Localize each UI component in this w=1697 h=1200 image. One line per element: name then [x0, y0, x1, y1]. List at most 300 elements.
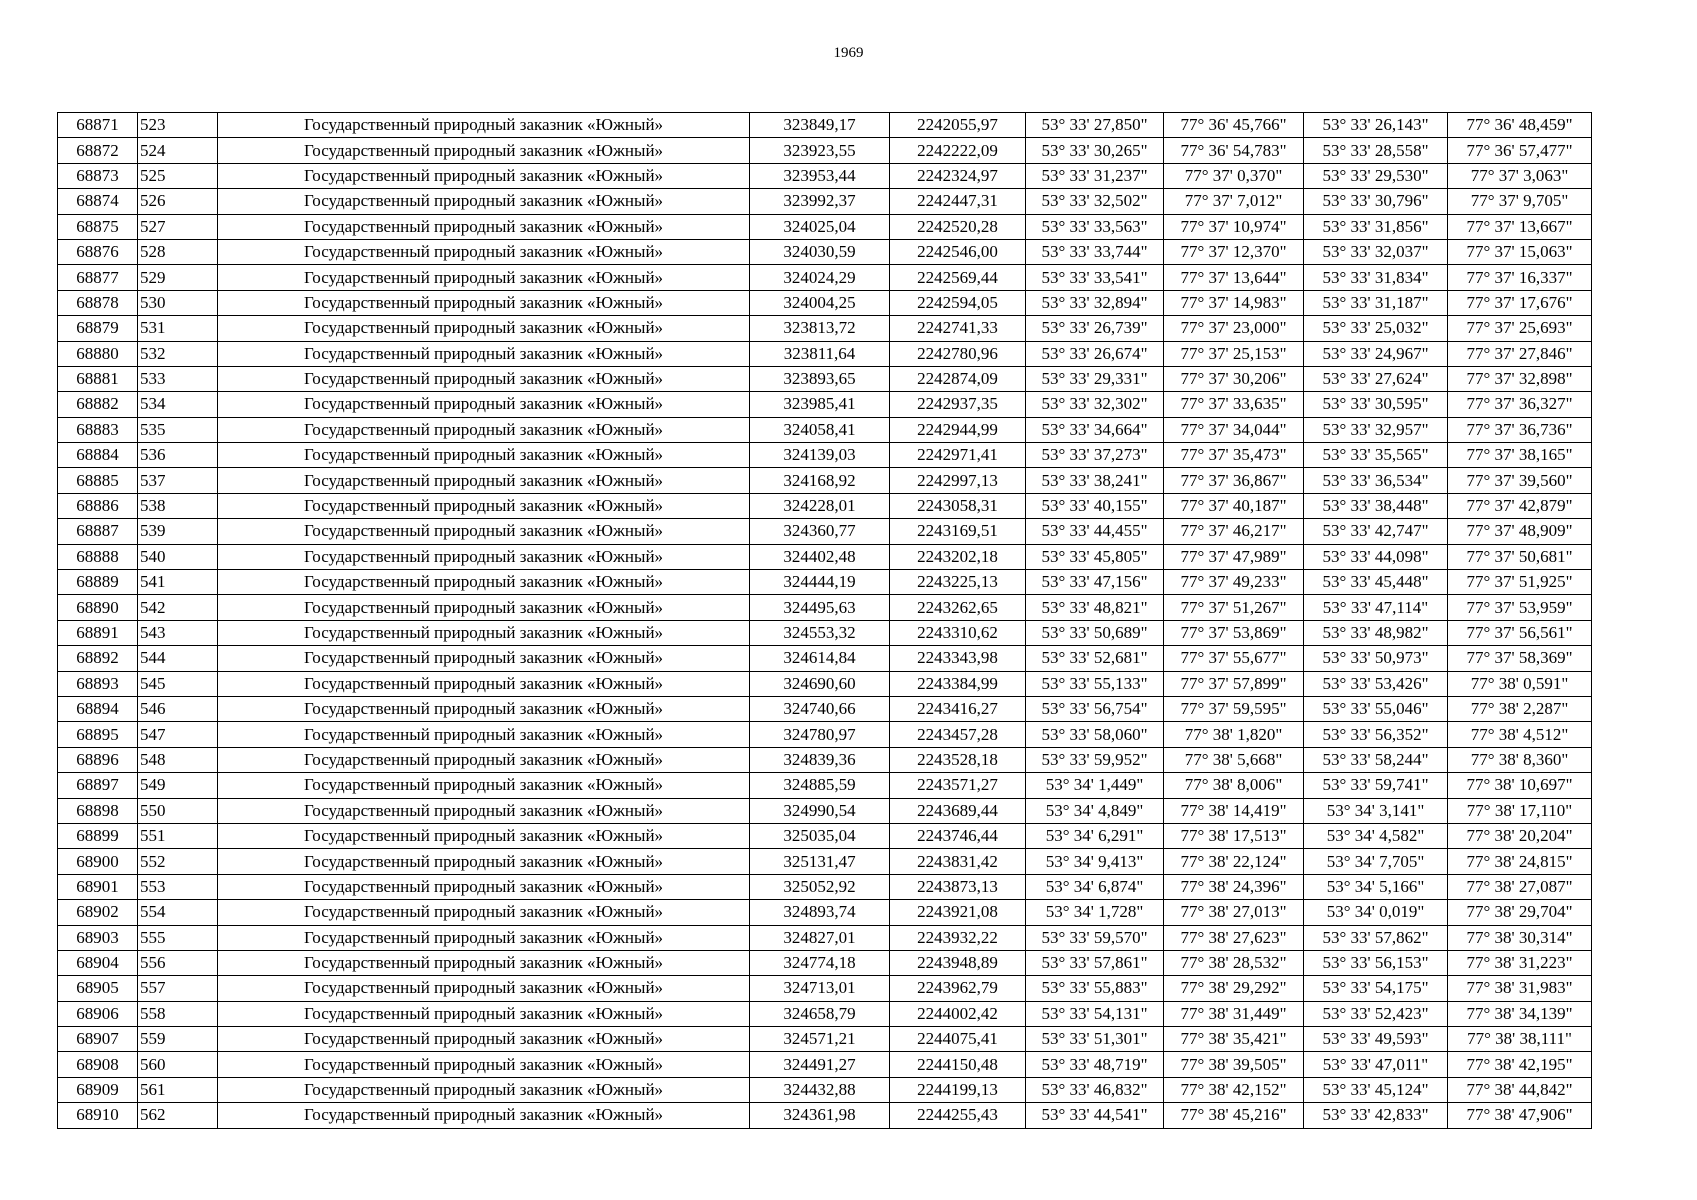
latitude-1-cell: 53° 33' 32,502"	[1026, 189, 1164, 214]
object-name-cell: Государственный природный заказник «Южный»	[218, 138, 750, 163]
latitude-1-cell: 53° 33' 56,754"	[1026, 696, 1164, 721]
row-number-cell: 68871	[58, 113, 138, 138]
longitude-2-cell: 77° 38' 38,111"	[1448, 1027, 1592, 1052]
latitude-1-cell: 53° 34' 6,291"	[1026, 823, 1164, 848]
row-number-cell: 68908	[58, 1052, 138, 1077]
longitude-1-cell: 77° 37' 47,989"	[1164, 544, 1304, 569]
point-number-cell: 524	[138, 138, 218, 163]
latitude-1-cell: 53° 33' 26,739"	[1026, 316, 1164, 341]
object-name-cell: Государственный природный заказник «Южный»	[218, 214, 750, 239]
row-number-cell: 68885	[58, 468, 138, 493]
point-number-cell: 533	[138, 366, 218, 391]
object-name-cell: Государственный природный заказник «Южный»	[218, 646, 750, 671]
longitude-2-cell: 77° 37' 51,925"	[1448, 570, 1592, 595]
object-name-cell: Государственный природный заказник «Южный»	[218, 925, 750, 950]
latitude-2-cell: 53° 33' 42,747"	[1304, 519, 1448, 544]
x-coordinate-cell: 324025,04	[750, 214, 890, 239]
point-number-cell: 545	[138, 671, 218, 696]
latitude-2-cell: 53° 33' 27,624"	[1304, 366, 1448, 391]
latitude-1-cell: 53° 33' 33,744"	[1026, 239, 1164, 264]
point-number-cell: 547	[138, 722, 218, 747]
longitude-2-cell: 77° 37' 42,879"	[1448, 493, 1592, 518]
point-number-cell: 548	[138, 747, 218, 772]
coordinates-table	[57, 112, 1592, 1129]
point-number-cell: 553	[138, 874, 218, 899]
longitude-1-cell: 77° 37' 33,635"	[1164, 392, 1304, 417]
point-number-cell: 546	[138, 696, 218, 721]
point-number-cell: 523	[138, 113, 218, 138]
latitude-2-cell: 53° 33' 47,011"	[1304, 1052, 1448, 1077]
y-coordinate-cell: 2243169,51	[890, 519, 1026, 544]
object-name-cell: Государственный природный заказник «Южный»	[218, 1001, 750, 1026]
latitude-1-cell: 53° 33' 30,265"	[1026, 138, 1164, 163]
y-coordinate-cell: 2243746,44	[890, 823, 1026, 848]
object-name-cell: Государственный природный заказник «Южный»	[218, 747, 750, 772]
longitude-2-cell: 77° 37' 38,165"	[1448, 443, 1592, 468]
longitude-2-cell: 77° 38' 34,139"	[1448, 1001, 1592, 1026]
longitude-1-cell: 77° 37' 59,595"	[1164, 696, 1304, 721]
y-coordinate-cell: 2243689,44	[890, 798, 1026, 823]
y-coordinate-cell: 2243528,18	[890, 747, 1026, 772]
longitude-2-cell: 77° 36' 48,459"	[1448, 113, 1592, 138]
point-number-cell: 528	[138, 239, 218, 264]
longitude-2-cell: 77° 38' 8,360"	[1448, 747, 1592, 772]
longitude-1-cell: 77° 37' 12,370"	[1164, 239, 1304, 264]
point-number-cell: 542	[138, 595, 218, 620]
x-coordinate-cell: 324360,77	[750, 519, 890, 544]
object-name-cell: Государственный природный заказник «Южный»	[218, 392, 750, 417]
point-number-cell: 550	[138, 798, 218, 823]
point-number-cell: 557	[138, 976, 218, 1001]
latitude-2-cell: 53° 34' 0,019"	[1304, 900, 1448, 925]
longitude-2-cell: 77° 38' 27,087"	[1448, 874, 1592, 899]
y-coordinate-cell: 2242937,35	[890, 392, 1026, 417]
row-number-cell: 68907	[58, 1027, 138, 1052]
row-number-cell: 68897	[58, 773, 138, 798]
longitude-2-cell: 77° 38' 31,223"	[1448, 950, 1592, 975]
longitude-1-cell: 77° 37' 23,000"	[1164, 316, 1304, 341]
object-name-cell: Государственный природный заказник «Южный»	[218, 1103, 750, 1128]
latitude-2-cell: 53° 33' 28,558"	[1304, 138, 1448, 163]
point-number-cell: 549	[138, 773, 218, 798]
x-coordinate-cell: 324553,32	[750, 620, 890, 645]
longitude-1-cell: 77° 38' 22,124"	[1164, 849, 1304, 874]
object-name-cell: Государственный природный заказник «Южный»	[218, 798, 750, 823]
row-number-cell: 68896	[58, 747, 138, 772]
x-coordinate-cell: 324444,19	[750, 570, 890, 595]
latitude-1-cell: 53° 34' 4,849"	[1026, 798, 1164, 823]
longitude-2-cell: 77° 38' 2,287"	[1448, 696, 1592, 721]
longitude-2-cell: 77° 37' 25,693"	[1448, 316, 1592, 341]
y-coordinate-cell: 2243343,98	[890, 646, 1026, 671]
longitude-2-cell: 77° 38' 31,983"	[1448, 976, 1592, 1001]
longitude-1-cell: 77° 37' 10,974"	[1164, 214, 1304, 239]
row-number-cell: 68886	[58, 493, 138, 518]
x-coordinate-cell: 325052,92	[750, 874, 890, 899]
row-number-cell: 68880	[58, 341, 138, 366]
longitude-1-cell: 77° 37' 51,267"	[1164, 595, 1304, 620]
latitude-1-cell: 53° 33' 57,861"	[1026, 950, 1164, 975]
latitude-1-cell: 53° 33' 55,883"	[1026, 976, 1164, 1001]
latitude-2-cell: 53° 33' 53,426"	[1304, 671, 1448, 696]
y-coordinate-cell: 2243873,13	[890, 874, 1026, 899]
table-row	[58, 519, 1592, 544]
point-number-cell: 541	[138, 570, 218, 595]
x-coordinate-cell: 324658,79	[750, 1001, 890, 1026]
longitude-1-cell: 77° 38' 27,623"	[1164, 925, 1304, 950]
latitude-1-cell: 53° 33' 26,674"	[1026, 341, 1164, 366]
x-coordinate-cell: 323893,65	[750, 366, 890, 391]
table-row	[58, 620, 1592, 645]
longitude-2-cell: 77° 38' 4,512"	[1448, 722, 1592, 747]
point-number-cell: 537	[138, 468, 218, 493]
table-row	[58, 849, 1592, 874]
object-name-cell: Государственный природный заказник «Южный»	[218, 595, 750, 620]
table-row	[58, 290, 1592, 315]
latitude-2-cell: 53° 33' 55,046"	[1304, 696, 1448, 721]
y-coordinate-cell: 2242971,41	[890, 443, 1026, 468]
table-row	[58, 341, 1592, 366]
latitude-1-cell: 53° 33' 55,133"	[1026, 671, 1164, 696]
table-row	[58, 976, 1592, 1001]
latitude-1-cell: 53° 33' 47,156"	[1026, 570, 1164, 595]
longitude-2-cell: 77° 37' 36,327"	[1448, 392, 1592, 417]
object-name-cell: Государственный природный заказник «Южный»	[218, 163, 750, 188]
longitude-2-cell: 77° 37' 58,369"	[1448, 646, 1592, 671]
table-row	[58, 925, 1592, 950]
longitude-1-cell: 77° 38' 35,421"	[1164, 1027, 1304, 1052]
object-name-cell: Государственный природный заказник «Южный»	[218, 417, 750, 442]
y-coordinate-cell: 2242546,00	[890, 239, 1026, 264]
point-number-cell: 558	[138, 1001, 218, 1026]
point-number-cell: 527	[138, 214, 218, 239]
latitude-2-cell: 53° 33' 58,244"	[1304, 747, 1448, 772]
latitude-1-cell: 53° 33' 33,541"	[1026, 265, 1164, 290]
object-name-cell: Государственный природный заказник «Южный»	[218, 900, 750, 925]
latitude-2-cell: 53° 33' 31,834"	[1304, 265, 1448, 290]
latitude-1-cell: 53° 33' 31,237"	[1026, 163, 1164, 188]
object-name-cell: Государственный природный заказник «Южный»	[218, 113, 750, 138]
latitude-1-cell: 53° 33' 34,664"	[1026, 417, 1164, 442]
latitude-2-cell: 53° 33' 56,153"	[1304, 950, 1448, 975]
x-coordinate-cell: 324030,59	[750, 239, 890, 264]
longitude-1-cell: 77° 37' 13,644"	[1164, 265, 1304, 290]
latitude-2-cell: 53° 33' 45,448"	[1304, 570, 1448, 595]
row-number-cell: 68887	[58, 519, 138, 544]
latitude-1-cell: 53° 33' 27,850"	[1026, 113, 1164, 138]
object-name-cell: Государственный природный заказник «Южный»	[218, 544, 750, 569]
longitude-1-cell: 77° 37' 30,206"	[1164, 366, 1304, 391]
latitude-2-cell: 53° 33' 29,530"	[1304, 163, 1448, 188]
longitude-2-cell: 77° 37' 27,846"	[1448, 341, 1592, 366]
table-row	[58, 265, 1592, 290]
x-coordinate-cell: 325131,47	[750, 849, 890, 874]
latitude-2-cell: 53° 33' 56,352"	[1304, 722, 1448, 747]
row-number-cell: 68888	[58, 544, 138, 569]
y-coordinate-cell: 2243310,62	[890, 620, 1026, 645]
object-name-cell: Государственный природный заказник «Южный»	[218, 290, 750, 315]
row-number-cell: 68875	[58, 214, 138, 239]
object-name-cell: Государственный природный заказник «Южный»	[218, 519, 750, 544]
longitude-2-cell: 77° 38' 0,591"	[1448, 671, 1592, 696]
longitude-2-cell: 77° 38' 17,110"	[1448, 798, 1592, 823]
latitude-2-cell: 53° 33' 48,982"	[1304, 620, 1448, 645]
row-number-cell: 68873	[58, 163, 138, 188]
longitude-1-cell: 77° 38' 27,013"	[1164, 900, 1304, 925]
x-coordinate-cell: 324228,01	[750, 493, 890, 518]
latitude-2-cell: 53° 33' 44,098"	[1304, 544, 1448, 569]
object-name-cell: Государственный природный заказник «Южный»	[218, 265, 750, 290]
longitude-2-cell: 77° 38' 30,314"	[1448, 925, 1592, 950]
latitude-2-cell: 53° 33' 45,124"	[1304, 1077, 1448, 1102]
longitude-1-cell: 77° 38' 31,449"	[1164, 1001, 1304, 1026]
longitude-2-cell: 77° 36' 57,477"	[1448, 138, 1592, 163]
x-coordinate-cell: 324713,01	[750, 976, 890, 1001]
row-number-cell: 68906	[58, 1001, 138, 1026]
row-number-cell: 68881	[58, 366, 138, 391]
row-number-cell: 68894	[58, 696, 138, 721]
latitude-2-cell: 53° 33' 47,114"	[1304, 595, 1448, 620]
object-name-cell: Государственный природный заказник «Южный»	[218, 189, 750, 214]
object-name-cell: Государственный природный заказник «Южный»	[218, 443, 750, 468]
point-number-cell: 530	[138, 290, 218, 315]
y-coordinate-cell: 2242780,96	[890, 341, 1026, 366]
row-number-cell: 68883	[58, 417, 138, 442]
row-number-cell: 68889	[58, 570, 138, 595]
x-coordinate-cell: 324139,03	[750, 443, 890, 468]
longitude-1-cell: 77° 38' 5,668"	[1164, 747, 1304, 772]
object-name-cell: Государственный природный заказник «Южный»	[218, 620, 750, 645]
latitude-2-cell: 53° 33' 31,187"	[1304, 290, 1448, 315]
table-row	[58, 1001, 1592, 1026]
y-coordinate-cell: 2242741,33	[890, 316, 1026, 341]
longitude-1-cell: 77° 38' 1,820"	[1164, 722, 1304, 747]
point-number-cell: 552	[138, 849, 218, 874]
table-row	[58, 798, 1592, 823]
point-number-cell: 555	[138, 925, 218, 950]
latitude-1-cell: 53° 34' 1,728"	[1026, 900, 1164, 925]
longitude-1-cell: 77° 37' 36,867"	[1164, 468, 1304, 493]
row-number-cell: 68884	[58, 443, 138, 468]
table-row	[58, 595, 1592, 620]
longitude-1-cell: 77° 38' 28,532"	[1164, 950, 1304, 975]
longitude-2-cell: 77° 38' 10,697"	[1448, 773, 1592, 798]
latitude-2-cell: 53° 33' 30,595"	[1304, 392, 1448, 417]
latitude-2-cell: 53° 33' 49,593"	[1304, 1027, 1448, 1052]
x-coordinate-cell: 324491,27	[750, 1052, 890, 1077]
table-row	[58, 1052, 1592, 1077]
latitude-1-cell: 53° 33' 54,131"	[1026, 1001, 1164, 1026]
row-number-cell: 68909	[58, 1077, 138, 1102]
latitude-1-cell: 53° 33' 32,894"	[1026, 290, 1164, 315]
latitude-2-cell: 53° 34' 5,166"	[1304, 874, 1448, 899]
latitude-1-cell: 53° 33' 44,541"	[1026, 1103, 1164, 1128]
x-coordinate-cell: 324990,54	[750, 798, 890, 823]
point-number-cell: 561	[138, 1077, 218, 1102]
row-number-cell: 68910	[58, 1103, 138, 1128]
y-coordinate-cell: 2243571,27	[890, 773, 1026, 798]
latitude-1-cell: 53° 33' 32,302"	[1026, 392, 1164, 417]
latitude-1-cell: 53° 33' 40,155"	[1026, 493, 1164, 518]
latitude-1-cell: 53° 33' 52,681"	[1026, 646, 1164, 671]
latitude-1-cell: 53° 33' 48,821"	[1026, 595, 1164, 620]
longitude-2-cell: 77° 37' 53,959"	[1448, 595, 1592, 620]
latitude-1-cell: 53° 33' 51,301"	[1026, 1027, 1164, 1052]
point-number-cell: 556	[138, 950, 218, 975]
latitude-1-cell: 53° 33' 50,689"	[1026, 620, 1164, 645]
object-name-cell: Государственный природный заказник «Южный»	[218, 823, 750, 848]
latitude-2-cell: 53° 33' 54,175"	[1304, 976, 1448, 1001]
object-name-cell: Государственный природный заказник «Южный»	[218, 671, 750, 696]
longitude-1-cell: 77° 38' 42,152"	[1164, 1077, 1304, 1102]
longitude-1-cell: 77° 38' 8,006"	[1164, 773, 1304, 798]
latitude-1-cell: 53° 33' 38,241"	[1026, 468, 1164, 493]
latitude-2-cell: 53° 34' 7,705"	[1304, 849, 1448, 874]
y-coordinate-cell: 2243932,22	[890, 925, 1026, 950]
row-number-cell: 68892	[58, 646, 138, 671]
x-coordinate-cell: 324495,63	[750, 595, 890, 620]
table-row	[58, 239, 1592, 264]
row-number-cell: 68878	[58, 290, 138, 315]
latitude-2-cell: 53° 33' 52,423"	[1304, 1001, 1448, 1026]
row-number-cell: 68899	[58, 823, 138, 848]
longitude-1-cell: 77° 37' 53,869"	[1164, 620, 1304, 645]
longitude-1-cell: 77° 37' 7,012"	[1164, 189, 1304, 214]
x-coordinate-cell: 324885,59	[750, 773, 890, 798]
x-coordinate-cell: 324780,97	[750, 722, 890, 747]
latitude-1-cell: 53° 33' 58,060"	[1026, 722, 1164, 747]
row-number-cell: 68905	[58, 976, 138, 1001]
longitude-2-cell: 77° 37' 39,560"	[1448, 468, 1592, 493]
y-coordinate-cell: 2243416,27	[890, 696, 1026, 721]
latitude-2-cell: 53° 34' 3,141"	[1304, 798, 1448, 823]
page-number: 1969	[833, 45, 864, 61]
object-name-cell: Государственный природный заказник «Южный»	[218, 1052, 750, 1077]
y-coordinate-cell: 2244255,43	[890, 1103, 1026, 1128]
table-row	[58, 138, 1592, 163]
longitude-1-cell: 77° 36' 45,766"	[1164, 113, 1304, 138]
table-row	[58, 316, 1592, 341]
object-name-cell: Государственный природный заказник «Южный»	[218, 468, 750, 493]
latitude-2-cell: 53° 34' 4,582"	[1304, 823, 1448, 848]
point-number-cell: 559	[138, 1027, 218, 1052]
latitude-2-cell: 53° 33' 31,856"	[1304, 214, 1448, 239]
y-coordinate-cell: 2243262,65	[890, 595, 1026, 620]
table-row	[58, 113, 1592, 138]
table-row	[58, 696, 1592, 721]
y-coordinate-cell: 2243225,13	[890, 570, 1026, 595]
point-number-cell: 544	[138, 646, 218, 671]
latitude-2-cell: 53° 33' 59,741"	[1304, 773, 1448, 798]
longitude-1-cell: 77° 37' 34,044"	[1164, 417, 1304, 442]
table-row	[58, 1077, 1592, 1102]
latitude-1-cell: 53° 33' 59,952"	[1026, 747, 1164, 772]
longitude-2-cell: 77° 37' 13,667"	[1448, 214, 1592, 239]
table-row	[58, 443, 1592, 468]
longitude-2-cell: 77° 37' 48,909"	[1448, 519, 1592, 544]
object-name-cell: Государственный природный заказник «Южный»	[218, 341, 750, 366]
latitude-2-cell: 53° 33' 24,967"	[1304, 341, 1448, 366]
object-name-cell: Государственный природный заказник «Южный»	[218, 722, 750, 747]
y-coordinate-cell: 2244150,48	[890, 1052, 1026, 1077]
latitude-1-cell: 53° 33' 29,331"	[1026, 366, 1164, 391]
row-number-cell: 68901	[58, 874, 138, 899]
object-name-cell: Государственный природный заказник «Южный»	[218, 773, 750, 798]
object-name-cell: Государственный природный заказник «Южный»	[218, 366, 750, 391]
x-coordinate-cell: 324774,18	[750, 950, 890, 975]
y-coordinate-cell: 2242874,09	[890, 366, 1026, 391]
point-number-cell: 560	[138, 1052, 218, 1077]
longitude-1-cell: 77° 37' 0,370"	[1164, 163, 1304, 188]
longitude-1-cell: 77° 38' 14,419"	[1164, 798, 1304, 823]
y-coordinate-cell: 2242944,99	[890, 417, 1026, 442]
latitude-2-cell: 53° 33' 36,534"	[1304, 468, 1448, 493]
latitude-1-cell: 53° 34' 9,413"	[1026, 849, 1164, 874]
longitude-2-cell: 77° 38' 24,815"	[1448, 849, 1592, 874]
longitude-1-cell: 77° 37' 57,899"	[1164, 671, 1304, 696]
latitude-2-cell: 53° 33' 26,143"	[1304, 113, 1448, 138]
row-number-cell: 68874	[58, 189, 138, 214]
table-row	[58, 773, 1592, 798]
y-coordinate-cell: 2242594,05	[890, 290, 1026, 315]
y-coordinate-cell: 2243948,89	[890, 950, 1026, 975]
longitude-2-cell: 77° 38' 47,906"	[1448, 1103, 1592, 1128]
longitude-2-cell: 77° 38' 20,204"	[1448, 823, 1592, 848]
longitude-2-cell: 77° 37' 15,063"	[1448, 239, 1592, 264]
longitude-1-cell: 77° 38' 24,396"	[1164, 874, 1304, 899]
object-name-cell: Государственный природный заказник «Южный»	[218, 1027, 750, 1052]
point-number-cell: 531	[138, 316, 218, 341]
x-coordinate-cell: 324361,98	[750, 1103, 890, 1128]
row-number-cell: 68877	[58, 265, 138, 290]
object-name-cell: Государственный природный заказник «Южный»	[218, 976, 750, 1001]
y-coordinate-cell: 2242324,97	[890, 163, 1026, 188]
latitude-1-cell: 53° 33' 37,273"	[1026, 443, 1164, 468]
x-coordinate-cell: 323992,37	[750, 189, 890, 214]
x-coordinate-cell: 324024,29	[750, 265, 890, 290]
x-coordinate-cell: 324740,66	[750, 696, 890, 721]
latitude-2-cell: 53° 33' 25,032"	[1304, 316, 1448, 341]
x-coordinate-cell: 324402,48	[750, 544, 890, 569]
latitude-1-cell: 53° 33' 48,719"	[1026, 1052, 1164, 1077]
table-row	[58, 189, 1592, 214]
object-name-cell: Государственный природный заказник «Южный»	[218, 570, 750, 595]
point-number-cell: 526	[138, 189, 218, 214]
longitude-1-cell: 77° 36' 54,783"	[1164, 138, 1304, 163]
table-row	[58, 570, 1592, 595]
longitude-1-cell: 77° 38' 17,513"	[1164, 823, 1304, 848]
y-coordinate-cell: 2243831,42	[890, 849, 1026, 874]
y-coordinate-cell: 2243058,31	[890, 493, 1026, 518]
longitude-2-cell: 77° 37' 17,676"	[1448, 290, 1592, 315]
latitude-2-cell: 53° 33' 50,973"	[1304, 646, 1448, 671]
longitude-2-cell: 77° 37' 36,736"	[1448, 417, 1592, 442]
y-coordinate-cell: 2243457,28	[890, 722, 1026, 747]
table-row	[58, 392, 1592, 417]
object-name-cell: Государственный природный заказник «Южный»	[218, 696, 750, 721]
latitude-1-cell: 53° 33' 46,832"	[1026, 1077, 1164, 1102]
y-coordinate-cell: 2244199,13	[890, 1077, 1026, 1102]
point-number-cell: 535	[138, 417, 218, 442]
longitude-1-cell: 77° 37' 25,153"	[1164, 341, 1304, 366]
longitude-2-cell: 77° 37' 50,681"	[1448, 544, 1592, 569]
longitude-2-cell: 77° 38' 42,195"	[1448, 1052, 1592, 1077]
object-name-cell: Государственный природный заказник «Южный»	[218, 849, 750, 874]
longitude-2-cell: 77° 37' 32,898"	[1448, 366, 1592, 391]
x-coordinate-cell: 325035,04	[750, 823, 890, 848]
point-number-cell: 539	[138, 519, 218, 544]
point-number-cell: 534	[138, 392, 218, 417]
